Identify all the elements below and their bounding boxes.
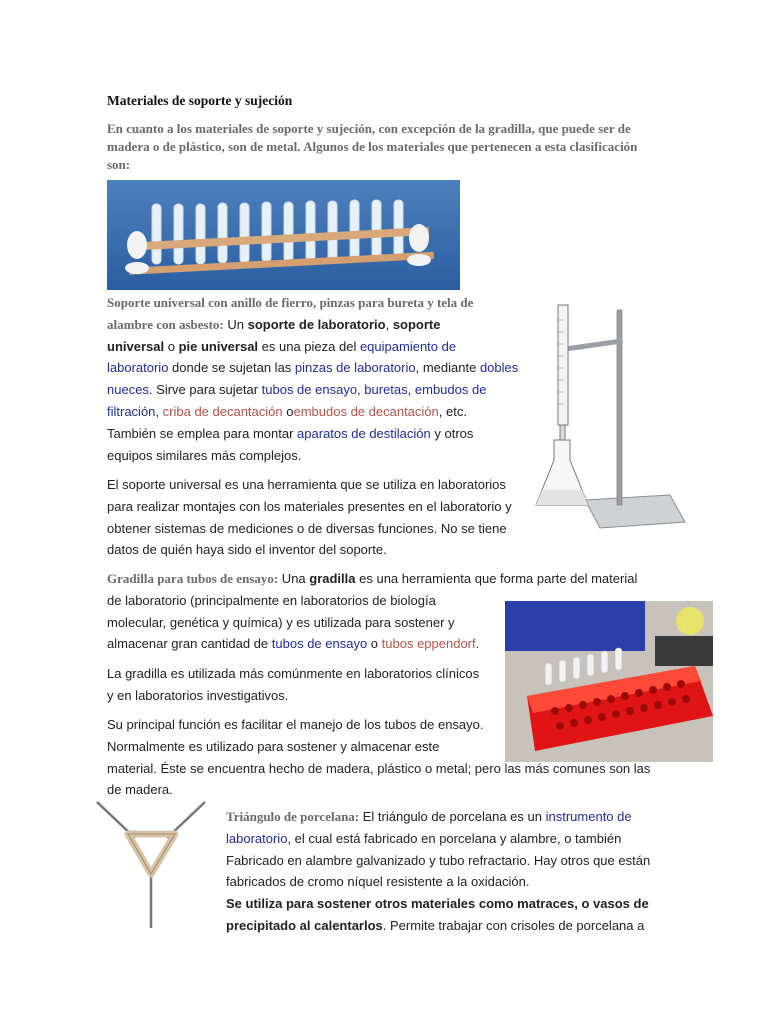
text: El triángulo de porcelana es un <box>359 809 546 824</box>
text: o <box>367 636 382 652</box>
text: es una herramienta que forma parte del material <box>355 571 638 586</box>
text-line: material. Éste se encuentra hecho de madera, plástico o metal; pero las más comunes son las <box>107 760 651 776</box>
text: donde se sujetan las <box>168 360 295 376</box>
triangulo-lead: Triángulo de porcelana: <box>226 809 360 824</box>
text: Fabricado en alambre galvanizado y tubo refractario. Hay otros que están <box>226 852 651 868</box>
text: Una <box>278 571 310 586</box>
intro-line: En cuanto a los materiales de soporte y sujeción, con excepción de la gradilla, que puede ser de <box>107 121 631 136</box>
text: . Permite trabajar con crisoles de porcelana a <box>382 917 645 933</box>
bold-term: pie universal <box>178 338 259 354</box>
link-instrumento[interactable]: instrumento de <box>545 809 632 824</box>
link-embudos-filtracion[interactable]: embudos de <box>414 382 487 398</box>
link-criba[interactable]: criba de decantación <box>162 403 283 419</box>
link-equipamiento[interactable]: equipamiento de <box>359 338 457 354</box>
text: Un <box>223 316 248 332</box>
text: , <box>385 316 393 332</box>
link-tubos-ensayo-2[interactable]: tubos de ensayo <box>271 636 368 652</box>
soporte-universal-image <box>530 300 690 530</box>
text: , <box>155 403 163 419</box>
gradilla-paragraph-2 <box>107 663 507 707</box>
text-line: obtener sistemas de mediciones o de diversas funciones. No se tiene <box>107 520 507 536</box>
text: y otros <box>430 425 474 441</box>
triangulo-paragraph <box>226 806 676 937</box>
soporte-lead-2: alambre con asbesto: <box>107 316 224 332</box>
text-line: para realizar montajes con los materiales presentes en el laboratorio y <box>107 498 512 514</box>
bold-term: precipitado al calentarlos <box>226 917 383 933</box>
bold-term: universal <box>107 338 165 354</box>
text-line: y en laboratorios investigativos. <box>107 687 289 703</box>
text: , el cual está fabricado en porcelana y alambre, o también <box>287 830 622 846</box>
text: , <box>407 382 415 398</box>
link-dobles-nueces[interactable]: dobles <box>479 360 519 376</box>
text: o <box>282 403 294 419</box>
intro-line: son: <box>107 157 131 172</box>
bold-term: soporte de laboratorio <box>247 316 386 332</box>
link-buretas[interactable]: buretas <box>364 382 408 398</box>
bold-term: soporte <box>392 316 441 332</box>
text-line: Normalmente es utilizado para sostener y almacenar este <box>107 738 440 754</box>
soporte-paragraph <box>107 292 537 466</box>
bold-term: gradilla <box>309 571 356 586</box>
link-tubos-ensayo[interactable]: tubos de ensayo <box>261 382 358 398</box>
soporte-lead: Soporte universal con anillo de fierro, pinzas para bureta y tela de <box>107 295 474 310</box>
text-line: Su principal función es facilitar el manejo de los tubos de ensayo. <box>107 717 484 732</box>
link-pinzas[interactable]: pinzas de laboratorio <box>294 360 416 376</box>
text: fabricados de cromo níquel resistente a la oxidación. <box>226 874 530 890</box>
link-equipamiento-cont[interactable]: laboratorio <box>107 360 169 376</box>
link-embudos-filtracion-cont[interactable]: filtración <box>107 403 156 419</box>
text: . Sirve para sujetar <box>148 382 262 398</box>
section-heading: Materiales de soporte y sujeción <box>107 93 293 108</box>
text-line: datos de quién haya sido el inventor del soporte. <box>107 542 387 558</box>
text-line: El soporte universal es una herramienta que se utiliza en laboratorios <box>107 477 506 492</box>
intro-paragraph <box>107 120 667 174</box>
text: . <box>475 636 480 652</box>
link-instrumento-cont[interactable]: laboratorio <box>226 830 288 846</box>
text: , etc. <box>438 403 467 419</box>
text: equipos similares más complejos. <box>107 447 302 463</box>
soporte-paragraph-2 <box>107 474 537 561</box>
link-dobles-nueces-cont[interactable]: nueces <box>107 382 149 398</box>
text: de laboratorio (principalmente en laboratorios de biología <box>107 592 436 608</box>
text: molecular, genética y química) y es utilizada para sostener y <box>107 614 455 630</box>
gradilla-paragraph-3 <box>107 714 677 801</box>
test-tube-rack-image <box>107 180 460 290</box>
text: , mediante <box>415 360 480 376</box>
text: almacenar gran cantidad de <box>107 636 272 652</box>
text: es una pieza del <box>258 338 360 354</box>
text-line: La gradilla es utilizada más comúnmente en laboratorios clínicos <box>107 666 480 681</box>
link-aparatos-destilacion[interactable]: aparatos de destilación <box>297 425 431 441</box>
gradilla-lead: Gradilla para tubos de ensayo: <box>107 571 279 586</box>
text: , <box>357 382 365 398</box>
bold-term: Se utiliza para sostener otros materiales como matraces, o vasos de <box>226 896 649 912</box>
text-line: de madera. <box>107 782 173 798</box>
text: o <box>164 338 179 354</box>
link-embudos-decantacion[interactable]: embudos de decantación <box>293 403 439 419</box>
intro-line: madera o de plástico, son de metal. Algunos de los materiales que pertenecen a esta clasificación <box>107 139 638 154</box>
link-tubos-eppendorf[interactable]: tubos eppendorf <box>381 636 476 652</box>
triangulo-porcelana-image <box>95 800 215 930</box>
text: También se emplea para montar <box>107 425 298 441</box>
